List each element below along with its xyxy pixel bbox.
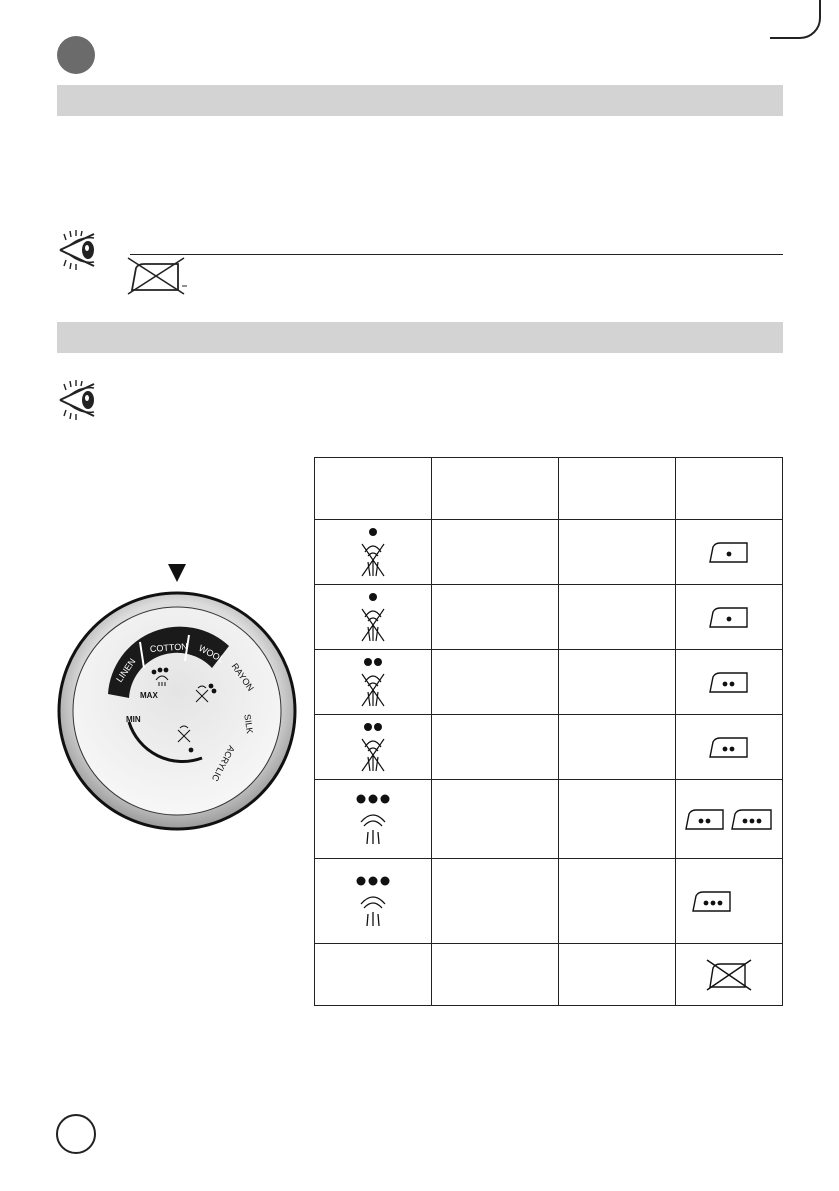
- dial-label-rayon: RAYON: [229, 661, 256, 693]
- iron-two-dots-icon: [707, 734, 751, 760]
- steam-symbol-cell: [315, 859, 432, 944]
- table-cell: [559, 650, 676, 715]
- table-cell: [559, 585, 676, 650]
- steam-symbol-cell: [315, 650, 432, 715]
- table-cell: [432, 944, 559, 1006]
- steam-symbol-cell: [315, 585, 432, 650]
- dial-label-acrylic: ACRYLIC: [209, 743, 237, 783]
- table-cell: [432, 585, 559, 650]
- table-cell: [432, 650, 559, 715]
- no-steam-symbol: [358, 656, 388, 708]
- table-cell: [432, 520, 559, 585]
- dial-pointer-triangle: [167, 563, 187, 583]
- table-row: [315, 520, 783, 585]
- table-row: [315, 650, 783, 715]
- iron-symbol-cell: [676, 944, 783, 1006]
- no-steam-symbol: [358, 526, 388, 578]
- table-row: [315, 585, 783, 650]
- eye-icon: [56, 228, 100, 272]
- dial-label-wool: WOOL: [197, 642, 227, 665]
- steam-symbol-cell: [315, 780, 432, 859]
- dial-label-min: MIN: [126, 715, 141, 724]
- iron-two-dots-icon: [707, 669, 751, 695]
- eye-icon: [56, 378, 100, 422]
- iron-one-dot-icon: [707, 604, 751, 630]
- steam-symbol-cell: [315, 520, 432, 585]
- note-rule: [130, 254, 783, 255]
- iron-symbol-cell: [676, 650, 783, 715]
- page-number-circle: [56, 1114, 96, 1154]
- table-header-row: [315, 458, 783, 520]
- table-header-cell: [432, 458, 559, 520]
- table-row: [315, 780, 783, 859]
- no-ironing-symbol: [126, 256, 192, 296]
- table-header-cell: [559, 458, 676, 520]
- table-cell: [559, 520, 676, 585]
- table-row: [315, 715, 783, 780]
- temperature-dial[interactable]: [56, 590, 298, 832]
- iron-symbol-cell: [676, 585, 783, 650]
- table-cell: [559, 944, 676, 1006]
- section-heading-bar-2: [57, 322, 783, 353]
- table-cell: [432, 715, 559, 780]
- dial-label-max: MAX: [140, 691, 158, 700]
- no-steam-symbol: [358, 721, 388, 773]
- table-cell: [432, 859, 559, 944]
- table-row: [315, 859, 783, 944]
- fabric-settings-table: [314, 457, 783, 1006]
- dial-label-silk: SILK: [242, 713, 255, 735]
- steam-symbol: [351, 874, 395, 928]
- page-corner-rule: [760, 0, 839, 40]
- table-header-cell: [676, 458, 783, 520]
- no-ironing-icon: [705, 958, 753, 992]
- table-cell: [432, 780, 559, 859]
- iron-one-dot-icon: [707, 539, 751, 565]
- table-header-cell: [315, 458, 432, 520]
- iron-two-and-three-dots-icon: [683, 806, 775, 832]
- iron-symbol-cell: [676, 780, 783, 859]
- iron-symbol-cell: [676, 715, 783, 780]
- table-cell: [559, 715, 676, 780]
- iron-three-dots-icon: [690, 888, 734, 914]
- table-cell: [315, 944, 432, 1006]
- dial-label-linen: LINEN: [114, 656, 138, 684]
- section-marker-circle: [57, 36, 95, 74]
- table-row: [315, 944, 783, 1006]
- no-steam-symbol: [358, 591, 388, 643]
- table-cell: [559, 780, 676, 859]
- iron-symbol-cell: [676, 520, 783, 585]
- steam-symbol: [351, 792, 395, 846]
- steam-symbol-cell: [315, 715, 432, 780]
- section-heading-bar-1: [57, 85, 783, 116]
- dial-label-cotton: COTTON: [149, 641, 189, 654]
- iron-symbol-cell: [676, 859, 783, 944]
- table-cell: [559, 859, 676, 944]
